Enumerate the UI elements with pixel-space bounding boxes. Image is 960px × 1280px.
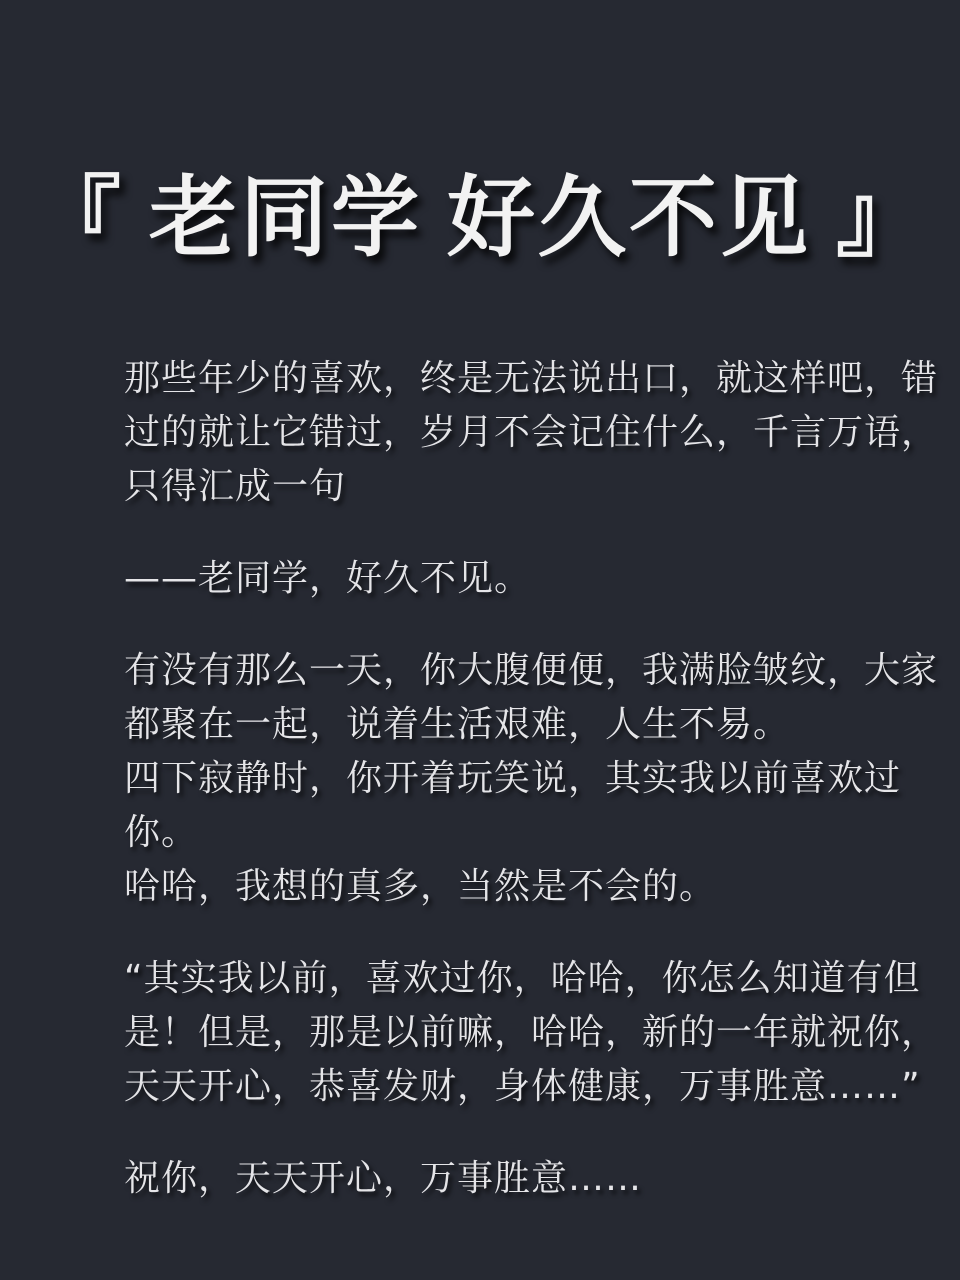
paragraph: [124, 1152, 848, 1206]
paragraph: [124, 644, 939, 914]
text-line: “其实我以前，喜欢过你，哈哈，你怎么知道有但: [124, 958, 921, 999]
text-line: 那些年少的喜欢，终是无法说出口，就这样吧，错: [124, 358, 939, 399]
text-line: 哈哈，我想的真多，当然是不会的。: [124, 866, 717, 907]
text-line: ——老同学，好久不见。: [124, 558, 532, 599]
paragraph: [124, 352, 939, 514]
text-line: 是！但是，那是以前嘛，哈哈，新的一年就祝你，: [124, 1012, 939, 1053]
poster-body-text: [124, 352, 939, 1206]
text-line: 祝你，天天开心，万事胜意……: [124, 1158, 643, 1199]
text-line: 天天开心，恭喜发财，身体健康，万事胜意……”: [124, 1066, 921, 1107]
paragraph: [124, 952, 939, 1114]
text-line: 只得汇成一句: [124, 466, 347, 507]
paragraph: [124, 552, 848, 606]
text-line: 有没有那么一天，你大腹便便，我满脸皱纹，大家: [124, 650, 939, 691]
text-line: 都聚在一起，说着生活艰难，人生不易。: [124, 704, 791, 745]
text-line: 四下寂静时，你开着玩笑说，其实我以前喜欢过: [124, 758, 902, 799]
poster-title: 『 老同学 好久不见 』: [32, 171, 927, 268]
text-line: 你。: [124, 812, 199, 853]
text-line: 过的就让它错过，岁月不会记住什么，千言万语，: [124, 412, 939, 453]
